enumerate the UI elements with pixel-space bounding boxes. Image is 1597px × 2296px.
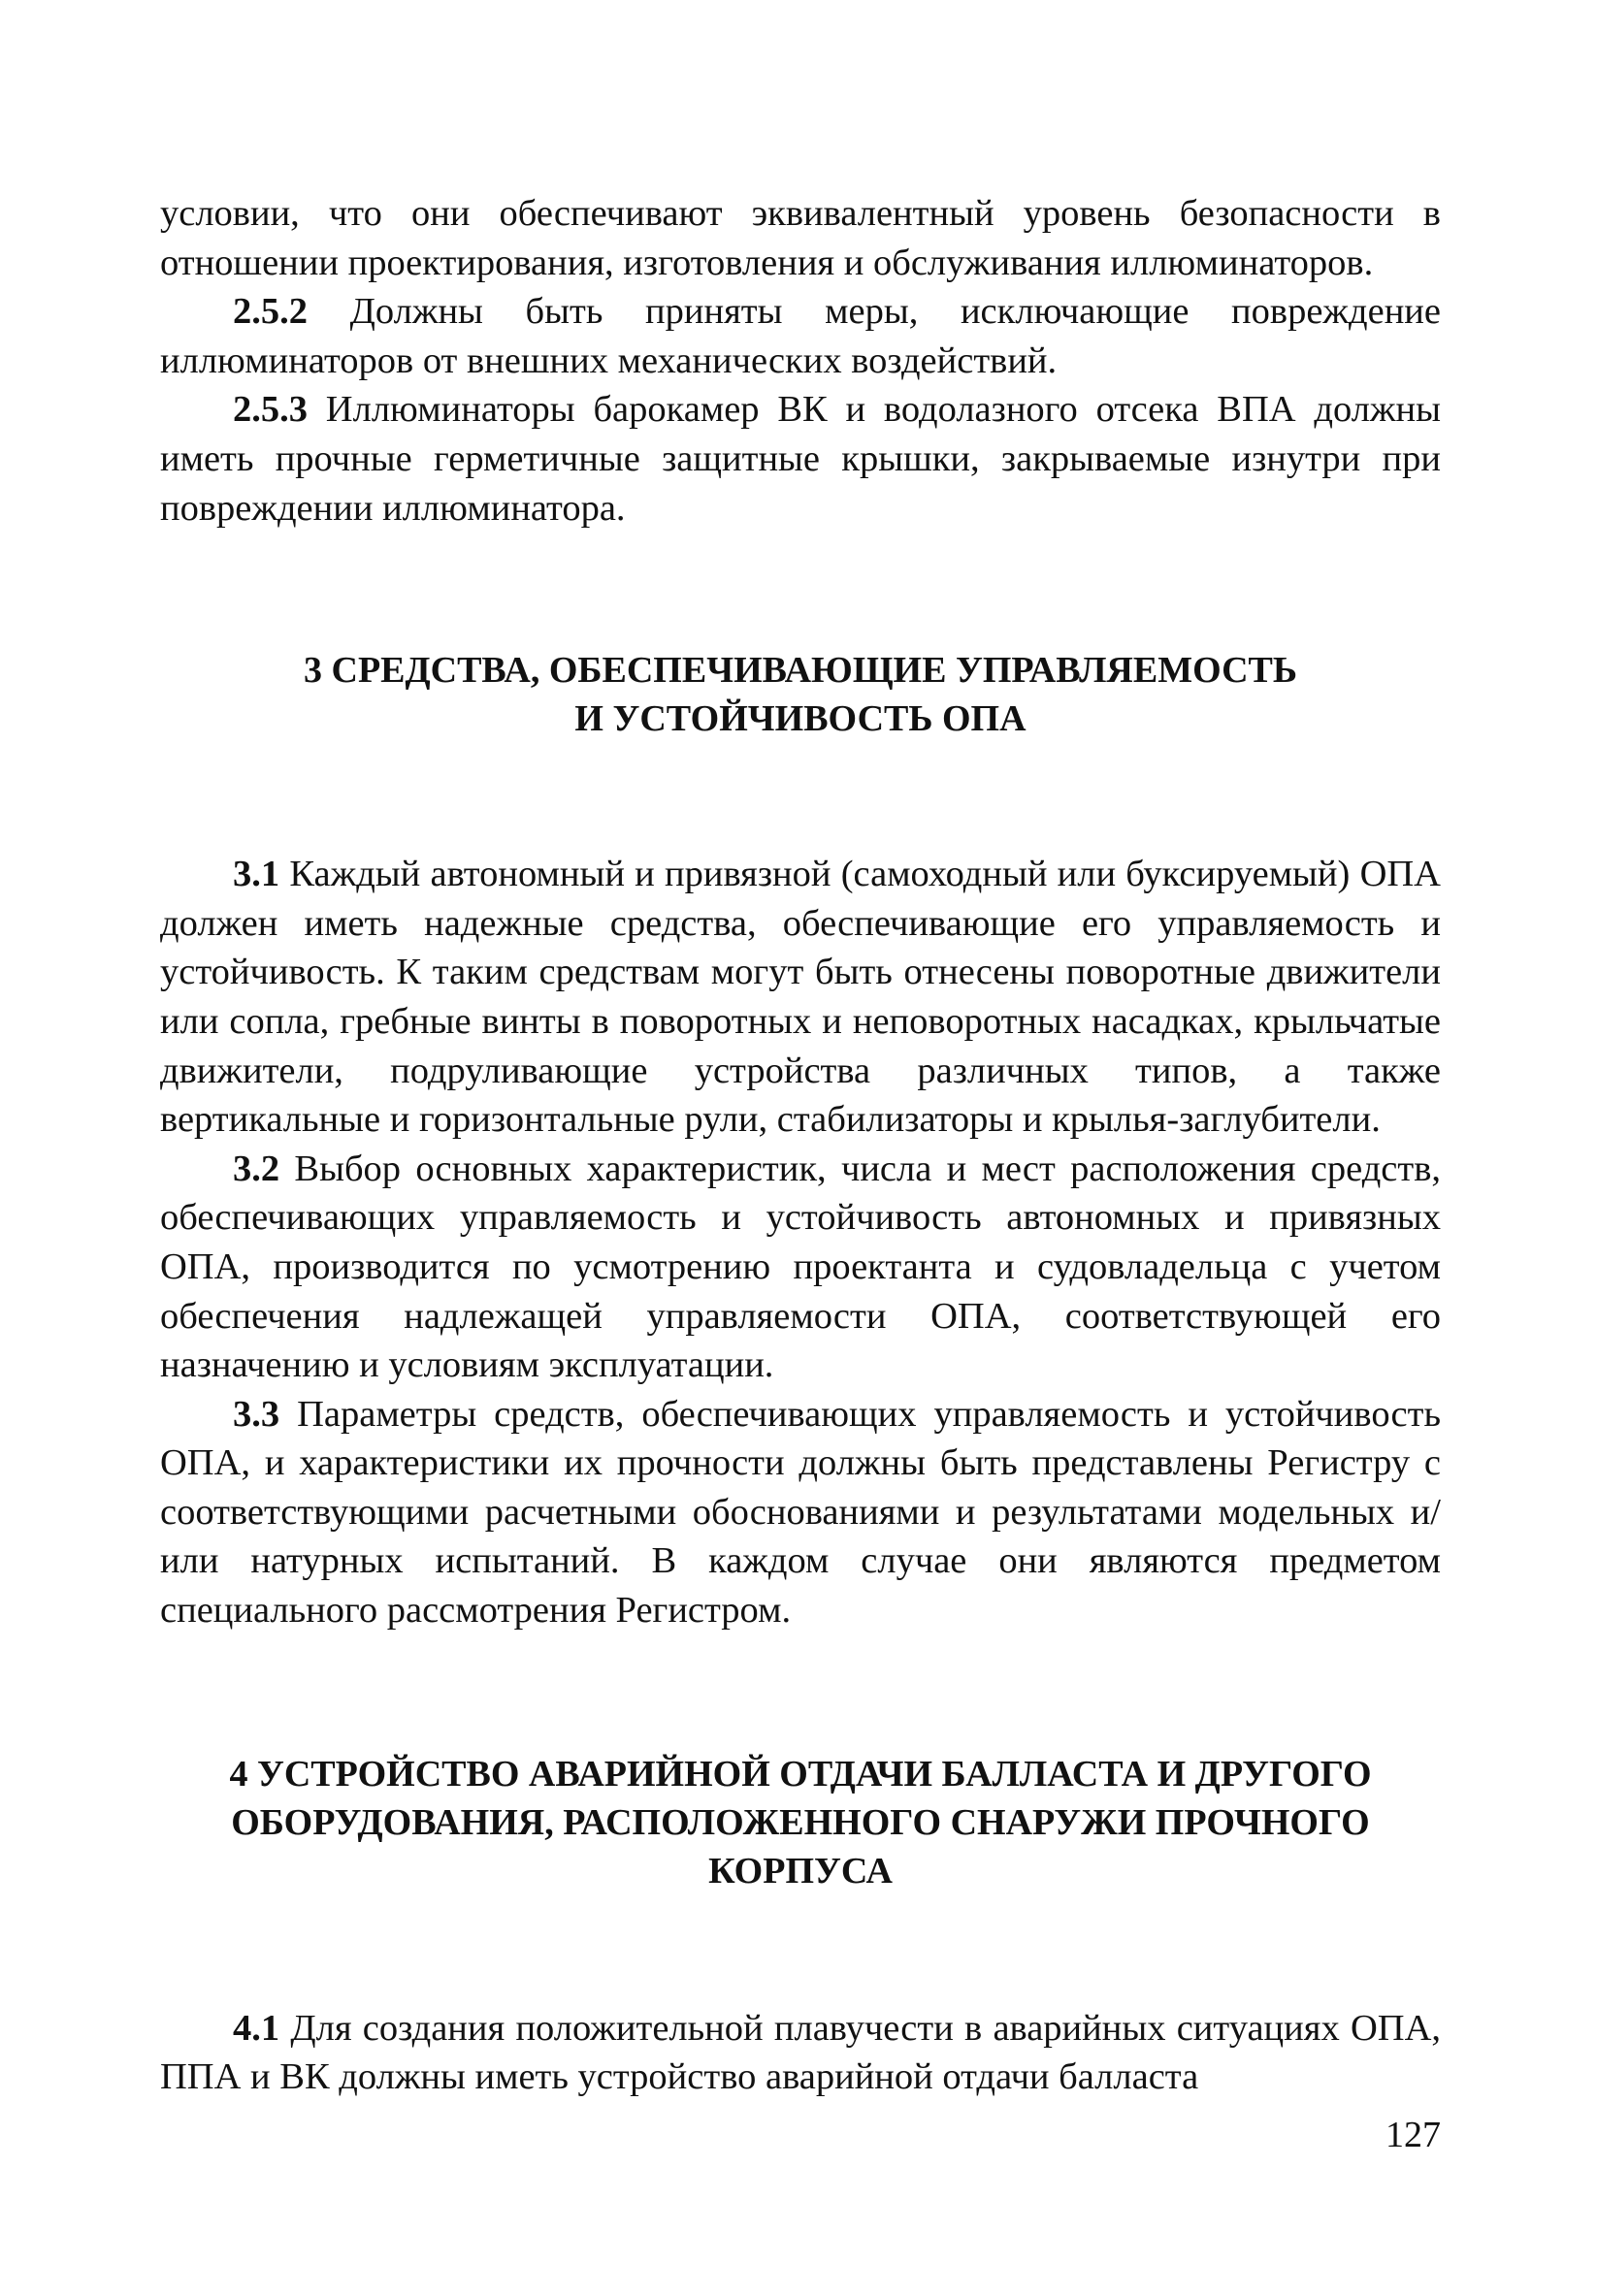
section-3-heading-line-2: И УСТОЙЧИВОСТЬ ОПА bbox=[574, 698, 1027, 740]
section-3-heading bbox=[160, 646, 1441, 743]
paragraph-text: Выбор основных характеристик, числа и мест расположения средств, обеспечивающих управляемость и устойчивость автономных и привязных ОПА, производится по усмотрению проектанта и судовладельца с учетом обеспечения надлежащей управляемости ОПА, соответствующей его назначению и условиям эксплуатации. bbox=[160, 1148, 1441, 1386]
paragraph-number: 3.2 bbox=[233, 1148, 280, 1189]
paragraph-number: 3.3 bbox=[233, 1393, 280, 1435]
paragraph-text: Параметры средств, обеспечивающих управляемость и устойчивость ОПА, и характеристики их прочности должны быть представлены Регистру с соответствующими расчетными обоснованиями и результатами модельных и/или натурных испытаний. В каждом случае они являются предметом специального рассмотрения Регистром. bbox=[160, 1393, 1441, 1632]
section-4-heading-line-1: 4 УСТРОЙСТВО АВАРИЙНОЙ ОТДАЧИ БАЛЛАСТА И ДРУГОГО bbox=[229, 1753, 1372, 1795]
section-4-heading bbox=[160, 1750, 1441, 1895]
paragraph-text: Должны быть приняты меры, исключающие повреждение иллюминаторов от внешних механических воздействий. bbox=[160, 291, 1441, 381]
paragraph-3-1 bbox=[160, 850, 1441, 1145]
section-4-heading-line-3: КОРПУСА bbox=[708, 1850, 893, 1892]
paragraph-3-3 bbox=[160, 1390, 1441, 1635]
paragraph-2-5-3 bbox=[160, 385, 1441, 533]
paragraph-number: 2.5.2 bbox=[233, 291, 308, 333]
paragraph-3-2 bbox=[160, 1145, 1441, 1390]
document-page bbox=[160, 189, 1441, 2102]
page-number: 127 bbox=[1385, 2115, 1441, 2155]
paragraph-text: условии, что они обеспечивают эквивалентный уровень безопасности в отношении проектирования, изготовления и обслуживания иллюминаторов. bbox=[160, 193, 1441, 283]
paragraph-number: 4.1 bbox=[233, 2007, 280, 2049]
paragraph-continuation bbox=[160, 189, 1441, 287]
section-4-heading-line-2: ОБОРУДОВАНИЯ, РАСПОЛОЖЕННОГО СНАРУЖИ ПРОЧНОГО bbox=[231, 1801, 1370, 1843]
paragraph-2-5-2 bbox=[160, 287, 1441, 385]
paragraph-number: 2.5.3 bbox=[233, 389, 308, 431]
section-3-heading-line-1: 3 СРЕДСТВА, ОБЕСПЕЧИВАЮЩИЕ УПРАВЛЯЕМОСТЬ bbox=[304, 650, 1297, 692]
paragraph-4-1 bbox=[160, 2004, 1441, 2102]
paragraph-text: Иллюминаторы барокамер ВК и водолазного отсека ВПА должны иметь прочные герметичные защитные крышки, закрываемые изнутри при повреждении иллюминатора. bbox=[160, 389, 1441, 529]
paragraph-text: Для создания положительной плавучести в аварийных ситуациях ОПА, ППА и ВК должны иметь устройство аварийной отдачи балласта bbox=[160, 2007, 1441, 2098]
paragraph-text: Каждый автономный и привязной (самоходный или буксируемый) ОПА должен иметь надежные средства, обеспечивающие его управляемость и устойчивость. К таким средствам могут быть отнесены поворотные движители или сопла, гребные винты в поворотных и неповоротных насадках, крыльчатые движители, подруливающие устройства различных типов, а также вертикальные и горизонтальные рули, стабилизаторы и крылья-заглубители. bbox=[160, 854, 1441, 1141]
paragraph-number: 3.1 bbox=[233, 854, 280, 895]
